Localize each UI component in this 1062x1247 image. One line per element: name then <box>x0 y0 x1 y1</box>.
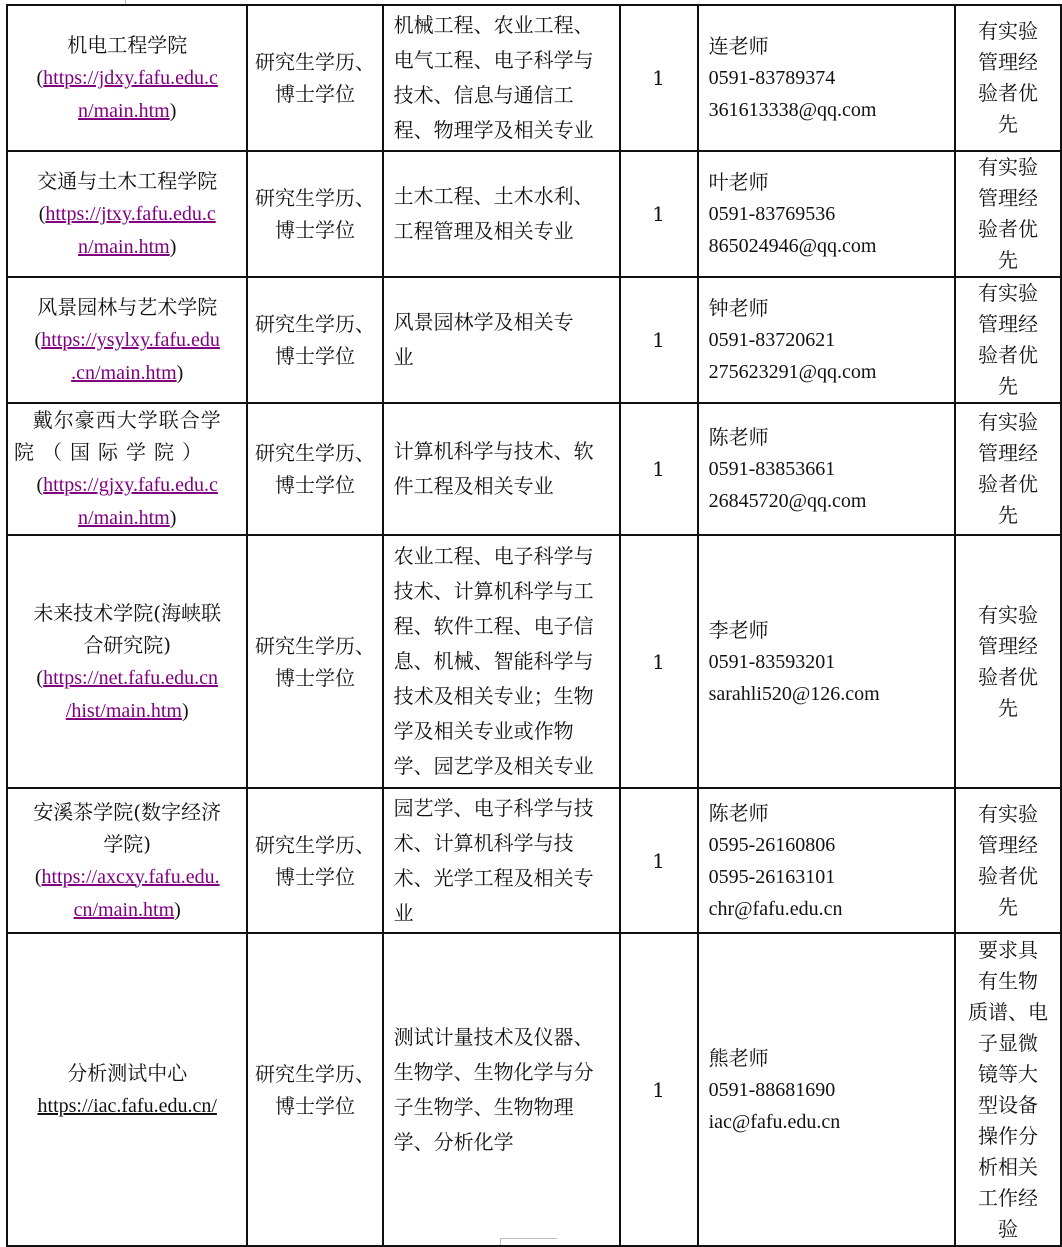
contact-cell <box>698 535 955 788</box>
position-count: 1 <box>652 66 665 90</box>
contact-detail: 0591-83593201 <box>708 650 836 673</box>
paren-close: ) <box>176 362 184 384</box>
position-count: 1 <box>652 328 665 352</box>
unit-url-line <box>14 661 240 694</box>
req_lines-line: 验者优 <box>977 81 1038 105</box>
paren-open: ( <box>34 329 42 351</box>
unit-name: 戴尔豪西大学联合学 <box>32 408 222 432</box>
major_lines-line: 农业工程、电子科学与 <box>393 544 594 568</box>
contact-cell <box>698 151 955 277</box>
contact-detail: 0595-26163101 <box>708 865 836 888</box>
major_lines-line: 技术及相关专业；生物 <box>393 684 594 708</box>
req_lines-line: 验者优 <box>977 664 1038 689</box>
req_lines-line: 子显微 <box>977 1030 1038 1055</box>
degree_lines-line: 博士学位 <box>275 1093 356 1118</box>
major_lines-line: 学、园艺学及相关专业 <box>393 754 594 778</box>
degree_lines-line: 博士学位 <box>275 344 356 368</box>
table-row <box>7 535 1061 788</box>
req_lines-line: 有生物 <box>977 968 1038 993</box>
position-count: 1 <box>652 649 665 674</box>
major_lines-line: 件工程及相关专业 <box>393 474 554 498</box>
degree_lines-line: 研究生学历、 <box>255 50 376 74</box>
unit-url-line <box>14 230 240 263</box>
major-cell <box>383 535 620 788</box>
paren-open: ( <box>36 666 44 689</box>
major_lines-line: 术、计算机科学与技 <box>393 830 574 855</box>
unit-website-link[interactable]: https://gjxy.fafu.edu.c <box>43 474 218 496</box>
req_lines-line: 有实验 <box>977 801 1038 826</box>
major_lines-line: 学及相关专业或作物 <box>393 719 574 743</box>
contact-cell <box>698 5 955 151</box>
req_lines-line: 操作分 <box>977 1123 1038 1148</box>
req_lines-line: 析相关 <box>977 1154 1038 1179</box>
req_lines-line: 有实验 <box>977 281 1038 305</box>
table-row <box>7 403 1061 535</box>
major-cell <box>383 277 620 403</box>
degree_lines-line: 博士学位 <box>275 82 356 106</box>
unit-website-link[interactable]: cn/main.htm <box>73 898 175 921</box>
contact-name: 连老师 <box>708 34 769 58</box>
req_lines-line: 工作经 <box>977 1185 1038 1210</box>
table-row <box>7 151 1061 277</box>
count-cell <box>620 403 698 535</box>
count-cell <box>620 535 698 788</box>
major_lines-line: 工程管理及相关专业 <box>393 219 574 243</box>
requirement-cell <box>955 933 1061 1246</box>
degree_lines-line: 研究生学历、 <box>255 441 376 465</box>
unit-cell <box>7 403 247 535</box>
degree-cell <box>247 151 382 277</box>
req_lines-line: 有实验 <box>977 155 1038 179</box>
table-row <box>7 933 1061 1246</box>
paren-close: ) <box>174 898 181 921</box>
contact-name: 陈老师 <box>708 800 769 825</box>
degree-cell <box>247 788 382 933</box>
paren-close: ) <box>181 699 189 722</box>
contact-detail: 26845720@qq.com <box>708 490 867 512</box>
count-cell <box>620 151 698 277</box>
req_lines-line: 先 <box>997 248 1018 272</box>
major_lines-line: 计算机科学与技术、软 <box>393 439 594 463</box>
table-row <box>7 277 1061 403</box>
recruitment-table <box>6 4 1062 1247</box>
position-count: 1 <box>652 202 665 226</box>
req_lines-line: 管理经 <box>977 441 1038 465</box>
degree_lines-line: 研究生学历、 <box>255 186 376 210</box>
unit-website-link[interactable]: n/main.htm <box>78 100 170 122</box>
req_lines-line: 型设备 <box>977 1092 1038 1117</box>
degree-cell <box>247 535 382 788</box>
contact-detail: 0591-83789374 <box>708 67 836 89</box>
unit-cell <box>7 535 247 788</box>
req_lines-line: 先 <box>997 894 1018 919</box>
major-cell <box>383 151 620 277</box>
unit-website-link[interactable]: https://ysylxy.fafu.edu <box>41 329 220 351</box>
paren-open: ( <box>34 865 42 888</box>
contact-detail: 0591-83769536 <box>708 203 836 225</box>
paren-close: ) <box>169 507 177 529</box>
major_lines-line: 业 <box>393 345 414 369</box>
major-cell <box>383 933 620 1246</box>
requirement-cell <box>955 5 1061 151</box>
unit-cell <box>7 151 247 277</box>
major_lines-line: 子生物学、生物物理 <box>393 1094 574 1119</box>
unit-url-line <box>14 323 240 356</box>
requirement-cell <box>955 535 1061 788</box>
contact-name: 陈老师 <box>708 425 769 449</box>
position-count: 1 <box>652 848 665 873</box>
major_lines-line: 测试计量技术及仪器、 <box>393 1024 594 1049</box>
contact-detail: iac@fafu.edu.cn <box>708 1110 841 1133</box>
position-count: 1 <box>652 1077 665 1102</box>
unit-url-line <box>14 94 240 127</box>
requirement-cell <box>955 788 1061 933</box>
unit-url-line <box>14 860 240 893</box>
paren-close: ) <box>169 236 177 258</box>
req_lines-line: 先 <box>997 112 1018 136</box>
unit-url-line <box>14 356 240 389</box>
paren-open: ( <box>36 474 44 496</box>
unit-cell <box>7 933 247 1246</box>
unit-name: 交通与土木工程学院 <box>37 169 218 193</box>
contact-name: 熊老师 <box>708 1045 769 1070</box>
unit-name: 安溪茶学院(数字经济 <box>33 799 222 824</box>
contact-detail: 0591-88681690 <box>708 1078 836 1101</box>
unit-cell <box>7 788 247 933</box>
contact-cell <box>698 403 955 535</box>
requirement-cell <box>955 277 1061 403</box>
contact-name: 叶老师 <box>708 170 769 194</box>
contact-detail: 0595-26160806 <box>708 833 836 856</box>
unit-name: 未来技术学院(海峡联 <box>33 600 222 625</box>
unit-url-line <box>14 501 240 534</box>
unit-url-line <box>14 468 240 501</box>
major_lines-line: 程、物理学及相关专业 <box>393 118 594 142</box>
unit-website-link[interactable]: https://net.fafu.edu.cn <box>43 666 219 689</box>
requirement-cell <box>955 403 1061 535</box>
contact-detail: 0591-83720621 <box>708 329 836 351</box>
degree-cell <box>247 5 382 151</box>
contact-detail: sarahli520@126.com <box>708 682 880 705</box>
unit-name: 风景园林与艺术学院 <box>37 295 218 319</box>
unit-website-link[interactable]: n/main.htm <box>78 236 170 258</box>
contact-detail: 0591-83853661 <box>708 458 836 480</box>
count-cell <box>620 5 698 151</box>
major_lines-line: 机械工程、农业工程、 <box>393 13 594 37</box>
major_lines-line: 生物学、生物化学与分 <box>393 1059 594 1084</box>
contact-cell <box>698 277 955 403</box>
req_lines-line: 管理经 <box>977 186 1038 210</box>
degree-cell <box>247 277 382 403</box>
unit-website-link[interactable]: https://jdxy.fafu.edu.c <box>43 67 218 89</box>
req_lines-line: 验者优 <box>977 343 1038 367</box>
unit-url-line <box>14 61 240 94</box>
major_lines-line: 息、机械、智能科学与 <box>393 649 594 673</box>
unit-url-line <box>14 197 240 230</box>
contact-detail: 865024946@qq.com <box>708 235 877 257</box>
degree_lines-line: 博士学位 <box>275 864 356 889</box>
paren-close: ) <box>169 100 177 122</box>
req_lines-line: 有实验 <box>977 19 1038 43</box>
table-row <box>7 5 1061 151</box>
major_lines-line: 电气工程、电子科学与 <box>393 48 594 72</box>
req_lines-line: 验 <box>997 1216 1018 1241</box>
count-cell <box>620 933 698 1246</box>
req_lines-line: 有实验 <box>977 410 1038 434</box>
table-row <box>7 788 1061 933</box>
req_lines-line: 先 <box>997 374 1018 398</box>
req_lines-line: 先 <box>997 695 1018 720</box>
table-body <box>7 5 1061 1246</box>
degree_lines-line: 研究生学历、 <box>255 1061 376 1086</box>
major_lines-line: 学、分析化学 <box>393 1129 514 1154</box>
req_lines-line: 镜等大 <box>977 1061 1038 1086</box>
req_lines-line: 验者优 <box>977 863 1038 888</box>
corner-mark-top-left <box>113 0 126 4</box>
unit-website-link[interactable]: https://jtxy.fafu.edu.c <box>45 203 216 225</box>
major_lines-line: 技术、信息与通信工 <box>393 83 574 107</box>
unit-website-link[interactable]: https://axcxy.fafu.edu. <box>41 865 220 888</box>
major_lines-line: 术、光学工程及相关专 <box>393 865 594 890</box>
unit-website-link[interactable]: .cn/main.htm <box>71 362 177 384</box>
req_lines-line: 管理经 <box>977 312 1038 336</box>
paren-open: ( <box>36 67 44 89</box>
unit-name: 合研究院) <box>83 632 172 657</box>
major-cell <box>383 403 620 535</box>
major_lines-line: 园艺学、电子科学与技 <box>393 795 594 820</box>
unit-url-line <box>14 1089 240 1122</box>
unit-url-line <box>14 893 240 926</box>
major-cell <box>383 788 620 933</box>
count-cell <box>620 277 698 403</box>
unit-cell <box>7 277 247 403</box>
degree_lines-line: 研究生学历、 <box>255 832 376 857</box>
unit-name: 分析测试中心 <box>67 1061 188 1085</box>
unit-website-link[interactable]: /hist/main.htm <box>65 699 182 722</box>
req_lines-line: 管理经 <box>977 633 1038 658</box>
paren-open: ( <box>38 203 46 225</box>
major-cell <box>383 5 620 151</box>
requirement-cell <box>955 151 1061 277</box>
req_lines-line: 管理经 <box>977 832 1038 857</box>
major_lines-line: 技术、计算机科学与工 <box>393 579 594 603</box>
unit-name: 学院) <box>103 831 152 856</box>
degree_lines-line: 博士学位 <box>275 218 356 242</box>
count-cell <box>620 788 698 933</box>
req_lines-line: 验者优 <box>977 217 1038 241</box>
contact-name: 李老师 <box>708 617 769 642</box>
req_lines-line: 要求具 <box>977 937 1038 962</box>
contact-cell <box>698 788 955 933</box>
req_lines-line: 质谱、电 <box>967 999 1048 1024</box>
unit-cell <box>7 5 247 151</box>
contact-cell <box>698 933 955 1246</box>
unit-url-line <box>14 694 240 727</box>
contact-detail: 361613338@qq.com <box>708 99 877 121</box>
unit-name: 院（国际学院） <box>14 440 210 464</box>
major_lines-line: 土木工程、土木水利、 <box>393 184 594 208</box>
major_lines-line: 业 <box>393 900 414 925</box>
contact-detail: 275623291@qq.com <box>708 361 877 383</box>
req_lines-line: 验者优 <box>977 472 1038 496</box>
degree_lines-line: 研究生学历、 <box>255 633 376 658</box>
req_lines-line: 有实验 <box>977 602 1038 627</box>
degree-cell <box>247 933 382 1246</box>
major_lines-line: 程、软件工程、电子信 <box>393 614 594 638</box>
degree_lines-line: 博士学位 <box>275 665 356 690</box>
unit-website-link[interactable]: n/main.htm <box>78 507 170 529</box>
contact-detail: chr@fafu.edu.cn <box>708 897 843 920</box>
degree-cell <box>247 403 382 535</box>
position-count: 1 <box>652 457 665 481</box>
major_lines-line: 风景园林学及相关专 <box>393 310 574 334</box>
contact-name: 钟老师 <box>708 296 769 320</box>
unit-website-link[interactable]: https://iac.fafu.edu.cn/ <box>37 1095 217 1117</box>
unit-name: 机电工程学院 <box>67 33 188 57</box>
degree_lines-line: 博士学位 <box>275 473 356 497</box>
req_lines-line: 先 <box>997 503 1018 527</box>
req_lines-line: 管理经 <box>977 50 1038 74</box>
degree_lines-line: 研究生学历、 <box>255 312 376 336</box>
